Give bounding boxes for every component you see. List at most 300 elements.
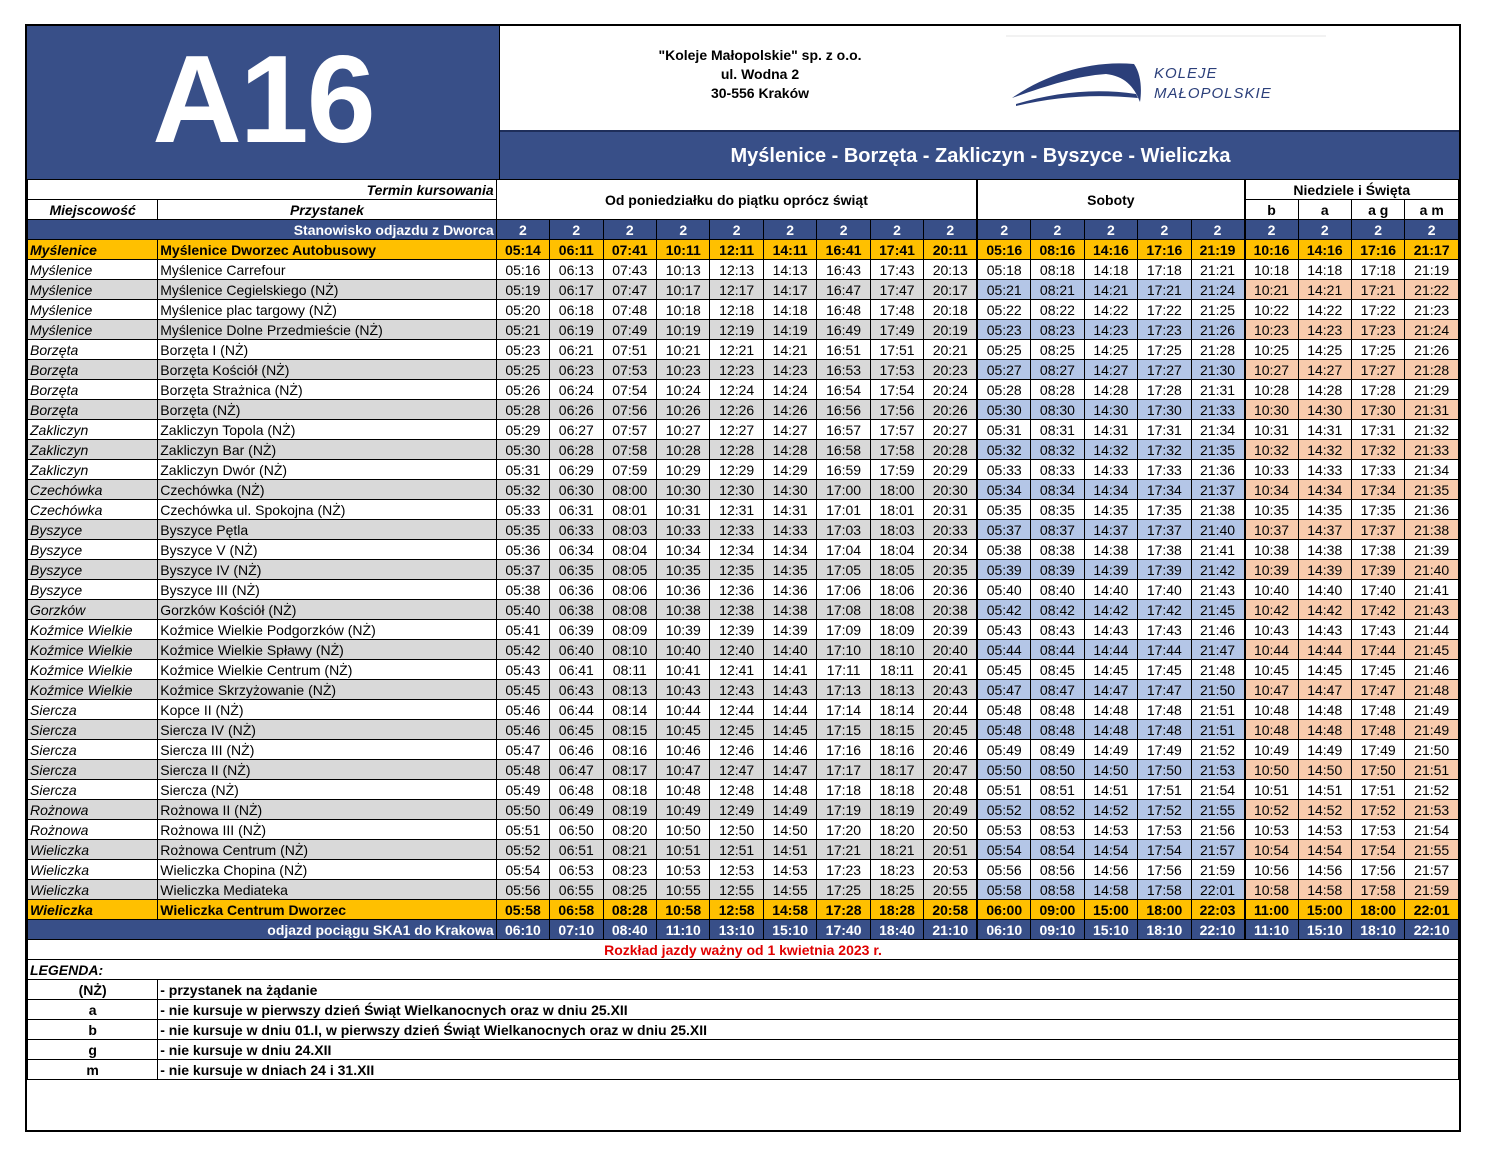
departure-time: 05:23 xyxy=(977,320,1030,340)
departure-time: 06:30 xyxy=(550,480,603,500)
departure-time: 17:43 xyxy=(870,260,923,280)
stop-row xyxy=(28,340,1459,360)
legend-item xyxy=(28,1060,1459,1080)
departure-time: 21:24 xyxy=(1405,320,1459,340)
validity-notice: Rozkład jazdy ważny od 1 kwietnia 2023 r. xyxy=(28,940,1459,960)
town-name: Zakliczyn xyxy=(28,440,158,460)
departure-time: 14:30 xyxy=(1084,400,1137,420)
departure-time: 12:18 xyxy=(710,300,763,320)
town-name: Koźmice Wielkie xyxy=(28,640,158,660)
departure-time: 10:39 xyxy=(657,620,710,640)
departure-time: 14:47 xyxy=(1298,680,1351,700)
departure-time: 05:41 xyxy=(496,620,549,640)
departure-time: 08:13 xyxy=(603,680,656,700)
stop-name: Zakliczyn Dwór (NŻ) xyxy=(158,460,496,480)
stand-value: 2 xyxy=(550,220,603,240)
departure-time: 17:41 xyxy=(870,240,923,260)
departure-time: 08:18 xyxy=(603,780,656,800)
stop-row xyxy=(28,560,1459,580)
departure-time: 10:22 xyxy=(1245,300,1298,320)
departure-time: 20:53 xyxy=(924,860,977,880)
town-name: Myślenice xyxy=(28,260,158,280)
town-name: Byszyce xyxy=(28,540,158,560)
stand-value: 2 xyxy=(1191,220,1244,240)
departure-time: 21:46 xyxy=(1191,620,1244,640)
departure-time: 08:16 xyxy=(1031,240,1084,260)
departure-time: 14:22 xyxy=(1084,300,1137,320)
departure-time: 17:25 xyxy=(817,880,870,900)
departure-time: 14:42 xyxy=(1084,600,1137,620)
departure-time: 20:43 xyxy=(924,680,977,700)
departure-time: 05:35 xyxy=(496,520,549,540)
departure-time: 05:21 xyxy=(977,280,1030,300)
departure-time: 18:04 xyxy=(870,540,923,560)
departure-time: 21:21 xyxy=(1191,260,1244,280)
departure-time: 17:09 xyxy=(817,620,870,640)
departure-time: 10:49 xyxy=(657,800,710,820)
departure-time: 17:28 xyxy=(1351,380,1404,400)
stop-row xyxy=(28,660,1459,680)
departure-time: 08:16 xyxy=(603,740,656,760)
departure-time: 14:18 xyxy=(763,300,816,320)
departure-time: 17:49 xyxy=(870,320,923,340)
departure-time: 14:27 xyxy=(1084,360,1137,380)
stop-row xyxy=(28,840,1459,860)
stop-row xyxy=(28,600,1459,620)
departure-time: 12:39 xyxy=(710,620,763,640)
departure-time: 06:11 xyxy=(550,240,603,260)
departure-time: 20:36 xyxy=(924,580,977,600)
departure-time: 20:28 xyxy=(924,440,977,460)
departure-time: 10:54 xyxy=(1245,840,1298,860)
town-name: Myślenice xyxy=(28,240,158,260)
departure-time: 06:21 xyxy=(550,340,603,360)
departure-time: 14:42 xyxy=(1298,600,1351,620)
departure-time: 21:53 xyxy=(1191,760,1244,780)
departure-time: 05:47 xyxy=(496,740,549,760)
train-departure-time: 15:10 xyxy=(763,920,816,940)
departure-time: 10:49 xyxy=(1245,740,1298,760)
departure-time: 18:00 xyxy=(1138,900,1191,920)
stop-column-header: Przystanek xyxy=(158,200,496,220)
train-label: odjazd pociągu SKA1 do Krakowa xyxy=(28,920,497,940)
departure-time: 20:38 xyxy=(924,600,977,620)
departure-time: 14:35 xyxy=(1084,500,1137,520)
stop-name: Myślenice Dworzec Autobusowy xyxy=(158,240,496,260)
train-departure-time: 22:10 xyxy=(1191,920,1244,940)
departure-time: 17:47 xyxy=(870,280,923,300)
departure-time: 18:19 xyxy=(870,800,923,820)
departure-time: 21:45 xyxy=(1191,600,1244,620)
train-departure-time: 15:10 xyxy=(1298,920,1351,940)
departure-time: 14:21 xyxy=(1298,280,1351,300)
departure-time: 17:56 xyxy=(870,400,923,420)
departure-time: 21:36 xyxy=(1405,500,1459,520)
departure-time: 05:58 xyxy=(977,880,1030,900)
legend-symbol: m xyxy=(28,1060,158,1080)
departure-time: 18:20 xyxy=(870,820,923,840)
stop-row xyxy=(28,620,1459,640)
departure-time: 08:48 xyxy=(1031,720,1084,740)
departure-time: 14:54 xyxy=(1298,840,1351,860)
departure-time: 10:21 xyxy=(1245,280,1298,300)
departure-time: 20:41 xyxy=(924,660,977,680)
legend-title: LEGENDA: xyxy=(28,960,1459,980)
departure-time: 12:45 xyxy=(710,720,763,740)
departure-time: 20:27 xyxy=(924,420,977,440)
stop-row xyxy=(28,740,1459,760)
legend-symbol: (NŻ) xyxy=(28,980,158,1000)
departure-time: 17:48 xyxy=(1351,720,1404,740)
stop-name: Byszyce Pętla xyxy=(158,520,496,540)
departure-time: 17:42 xyxy=(1138,600,1191,620)
departure-time: 17:42 xyxy=(1351,600,1404,620)
departure-time: 20:51 xyxy=(924,840,977,860)
departure-time: 06:29 xyxy=(550,460,603,480)
train-departure-time: 07:10 xyxy=(550,920,603,940)
departure-time: 08:44 xyxy=(1031,640,1084,660)
stop-name: Gorzków Kościół (NŻ) xyxy=(158,600,496,620)
departure-time: 14:33 xyxy=(763,520,816,540)
town-name: Rożnowa xyxy=(28,820,158,840)
departure-time: 12:46 xyxy=(710,740,763,760)
departure-time: 21:32 xyxy=(1405,420,1459,440)
departure-time: 14:29 xyxy=(763,460,816,480)
departure-time: 10:34 xyxy=(1245,480,1298,500)
departure-time: 14:23 xyxy=(1084,320,1137,340)
departure-time: 20:48 xyxy=(924,780,977,800)
departure-time: 10:28 xyxy=(657,440,710,460)
stand-row xyxy=(28,220,1459,240)
departure-time: 10:40 xyxy=(1245,580,1298,600)
departure-time: 21:40 xyxy=(1191,520,1244,540)
departure-time: 21:28 xyxy=(1191,340,1244,360)
stand-value: 2 xyxy=(1351,220,1404,240)
departure-time: 14:25 xyxy=(1298,340,1351,360)
departure-time: 21:45 xyxy=(1405,640,1459,660)
departure-time: 14:53 xyxy=(763,860,816,880)
departure-time: 05:43 xyxy=(977,620,1030,640)
departure-time: 14:18 xyxy=(1084,260,1137,280)
departure-time: 06:26 xyxy=(550,400,603,420)
departure-time: 14:39 xyxy=(763,620,816,640)
departure-time: 05:54 xyxy=(977,840,1030,860)
departure-time: 17:51 xyxy=(870,340,923,360)
departure-time: 14:56 xyxy=(1298,860,1351,880)
departure-time: 12:19 xyxy=(710,320,763,340)
sunday-group-header: Niedziele i Święta xyxy=(1245,180,1459,200)
departure-time: 17:40 xyxy=(1351,580,1404,600)
departure-time: 17:32 xyxy=(1138,440,1191,460)
departure-time: 05:27 xyxy=(977,360,1030,380)
route-name: Myślenice - Borzęta - Zakliczyn - Byszyce - Wieliczka xyxy=(500,130,1461,179)
departure-time: 07:58 xyxy=(603,440,656,460)
departure-time: 10:25 xyxy=(1245,340,1298,360)
departure-time: 17:54 xyxy=(1351,840,1404,860)
logo-line1: KOLEJE xyxy=(1154,65,1218,82)
departure-time: 14:48 xyxy=(1084,720,1137,740)
departure-time: 06:51 xyxy=(550,840,603,860)
departure-time: 21:43 xyxy=(1191,580,1244,600)
legend-text: - nie kursuje w pierwszy dzień Świąt Wielkanocnych oraz w dniu 25.XII xyxy=(158,1000,1459,1020)
departure-time: 08:47 xyxy=(1031,680,1084,700)
departure-time: 08:38 xyxy=(1031,540,1084,560)
departure-time: 14:28 xyxy=(1298,380,1351,400)
departure-time: 21:39 xyxy=(1405,540,1459,560)
departure-time: 14:27 xyxy=(763,420,816,440)
departure-time: 08:56 xyxy=(1031,860,1084,880)
departure-time: 21:57 xyxy=(1405,860,1459,880)
departure-time: 10:34 xyxy=(657,540,710,560)
departure-time: 14:45 xyxy=(1084,660,1137,680)
departure-time: 22:01 xyxy=(1405,900,1459,920)
departure-time: 14:19 xyxy=(763,320,816,340)
departure-time: 14:31 xyxy=(1084,420,1137,440)
departure-time: 05:56 xyxy=(496,880,549,900)
departure-time: 12:51 xyxy=(710,840,763,860)
departure-time: 10:53 xyxy=(657,860,710,880)
departure-time: 10:27 xyxy=(1245,360,1298,380)
departure-time: 05:37 xyxy=(496,560,549,580)
departure-time: 14:23 xyxy=(763,360,816,380)
stand-value: 2 xyxy=(496,220,549,240)
departure-time: 10:46 xyxy=(657,740,710,760)
departure-time: 18:05 xyxy=(870,560,923,580)
departure-time: 05:44 xyxy=(977,640,1030,660)
departure-time: 17:35 xyxy=(1138,500,1191,520)
departure-time: 07:47 xyxy=(603,280,656,300)
departure-time: 17:53 xyxy=(870,360,923,380)
departure-time: 12:21 xyxy=(710,340,763,360)
departure-time: 15:00 xyxy=(1298,900,1351,920)
departure-time: 10:48 xyxy=(1245,700,1298,720)
stop-row xyxy=(28,580,1459,600)
departure-time: 20:13 xyxy=(924,260,977,280)
departure-time: 18:09 xyxy=(870,620,923,640)
departure-time: 17:22 xyxy=(1138,300,1191,320)
stop-row xyxy=(28,720,1459,740)
departure-time: 05:54 xyxy=(496,860,549,880)
departure-time: 17:58 xyxy=(1138,880,1191,900)
departure-time: 17:37 xyxy=(1351,520,1404,540)
stop-name: Myślenice plac targowy (NŻ) xyxy=(158,300,496,320)
departure-time: 16:58 xyxy=(817,440,870,460)
departure-time: 10:27 xyxy=(657,420,710,440)
train-departure-time: 21:10 xyxy=(924,920,977,940)
departure-time: 05:30 xyxy=(496,440,549,460)
saturday-group-header: Soboty xyxy=(977,180,1244,220)
departure-time: 16:51 xyxy=(817,340,870,360)
departure-time: 10:43 xyxy=(657,680,710,700)
stop-name: Myślenice Carrefour xyxy=(158,260,496,280)
departure-time: 14:17 xyxy=(763,280,816,300)
stop-name: Koźmice Wielkie Centrum (NŻ) xyxy=(158,660,496,680)
departure-time: 18:15 xyxy=(870,720,923,740)
town-name: Byszyce xyxy=(28,580,158,600)
departure-time: 14:40 xyxy=(1084,580,1137,600)
departure-time: 17:20 xyxy=(817,820,870,840)
departure-time: 05:42 xyxy=(977,600,1030,620)
departure-time: 17:32 xyxy=(1351,440,1404,460)
departure-time: 14:33 xyxy=(1084,460,1137,480)
stop-row xyxy=(28,260,1459,280)
departure-time: 14:13 xyxy=(763,260,816,280)
departure-time: 12:38 xyxy=(710,600,763,620)
departure-time: 17:49 xyxy=(1138,740,1191,760)
departure-time: 08:28 xyxy=(1031,380,1084,400)
departure-time: 18:06 xyxy=(870,580,923,600)
departure-time: 14:49 xyxy=(763,800,816,820)
validity-row xyxy=(28,940,1459,960)
train-departure-time: 06:10 xyxy=(977,920,1030,940)
departure-time: 17:35 xyxy=(1351,500,1404,520)
departure-time: 17:11 xyxy=(817,660,870,680)
departure-time: 08:42 xyxy=(1031,600,1084,620)
legend-text: - przystanek na żądanie xyxy=(158,980,1459,1000)
town-name: Myślenice xyxy=(28,300,158,320)
town-name: Zakliczyn xyxy=(28,420,158,440)
legend-symbol: b xyxy=(28,1020,158,1040)
departure-time: 06:41 xyxy=(550,660,603,680)
departure-time: 21:41 xyxy=(1191,540,1244,560)
departure-time: 05:36 xyxy=(496,540,549,560)
departure-time: 14:48 xyxy=(763,780,816,800)
departure-time: 21:29 xyxy=(1405,380,1459,400)
legend-item xyxy=(28,1000,1459,1020)
departure-time: 05:42 xyxy=(496,640,549,660)
departure-time: 14:44 xyxy=(1084,640,1137,660)
departure-time: 17:31 xyxy=(1351,420,1404,440)
departure-time: 05:48 xyxy=(496,760,549,780)
departure-time: 05:46 xyxy=(496,700,549,720)
departure-time: 21:23 xyxy=(1405,300,1459,320)
departure-time: 21:57 xyxy=(1191,840,1244,860)
departure-time: 17:28 xyxy=(1138,380,1191,400)
departure-time: 17:47 xyxy=(1351,680,1404,700)
departure-time: 10:23 xyxy=(1245,320,1298,340)
departure-time: 08:37 xyxy=(1031,520,1084,540)
departure-time: 10:51 xyxy=(657,840,710,860)
departure-time: 12:47 xyxy=(710,760,763,780)
town-name: Siercza xyxy=(28,740,158,760)
departure-time: 06:35 xyxy=(550,560,603,580)
departure-time: 17:34 xyxy=(1138,480,1191,500)
departure-time: 17:58 xyxy=(870,440,923,460)
departure-time: 06:39 xyxy=(550,620,603,640)
stop-row xyxy=(28,440,1459,460)
stop-name: Byszyce III (NŻ) xyxy=(158,580,496,600)
departure-time: 10:35 xyxy=(1245,500,1298,520)
departure-time: 10:55 xyxy=(657,880,710,900)
departure-time: 10:51 xyxy=(1245,780,1298,800)
departure-time: 17:04 xyxy=(817,540,870,560)
company-city: 30-556 Kraków xyxy=(710,85,810,101)
town-name: Byszyce xyxy=(28,560,158,580)
company-name: "Koleje Małopolskie" sp. z o.o. xyxy=(658,47,862,63)
stop-row xyxy=(28,640,1459,660)
departure-time: 14:56 xyxy=(1084,860,1137,880)
departure-time: 21:30 xyxy=(1191,360,1244,380)
departure-time: 05:34 xyxy=(977,480,1030,500)
departure-time: 21:55 xyxy=(1191,800,1244,820)
departure-time: 15:00 xyxy=(1084,900,1137,920)
departure-time: 17:34 xyxy=(1351,480,1404,500)
departure-time: 08:34 xyxy=(1031,480,1084,500)
stand-value: 2 xyxy=(1031,220,1084,240)
departure-time: 14:11 xyxy=(763,240,816,260)
departure-time: 05:40 xyxy=(977,580,1030,600)
departure-time: 17:16 xyxy=(1138,240,1191,260)
departure-time: 17:38 xyxy=(1138,540,1191,560)
departure-time: 20:21 xyxy=(924,340,977,360)
town-name: Siercza xyxy=(28,720,158,740)
departure-time: 05:31 xyxy=(496,460,549,480)
departure-time: 17:18 xyxy=(817,780,870,800)
departure-time: 05:45 xyxy=(977,660,1030,680)
stop-name: Siercza IV (NŻ) xyxy=(158,720,496,740)
departure-time: 08:14 xyxy=(603,700,656,720)
departure-time: 14:51 xyxy=(763,840,816,860)
departure-time: 17:54 xyxy=(1138,840,1191,860)
train-departure-time: 22:10 xyxy=(1405,920,1459,940)
departure-time: 08:40 xyxy=(1031,580,1084,600)
departure-time: 22:03 xyxy=(1191,900,1244,920)
departure-time: 10:23 xyxy=(657,360,710,380)
departure-time: 17:51 xyxy=(1138,780,1191,800)
stop-row xyxy=(28,800,1459,820)
departure-time: 05:19 xyxy=(496,280,549,300)
departure-time: 08:49 xyxy=(1031,740,1084,760)
departure-time: 10:38 xyxy=(1245,540,1298,560)
departure-time: 08:20 xyxy=(603,820,656,840)
departure-time: 06:19 xyxy=(550,320,603,340)
stop-row xyxy=(28,880,1459,900)
departure-time: 07:56 xyxy=(603,400,656,420)
departure-time: 10:38 xyxy=(657,600,710,620)
departure-time: 12:24 xyxy=(710,380,763,400)
departure-time: 18:18 xyxy=(870,780,923,800)
departure-time: 14:22 xyxy=(1298,300,1351,320)
train-departure-time: 18:10 xyxy=(1138,920,1191,940)
stop-name: Koźmice Wielkie Podgorzków (NŻ) xyxy=(158,620,496,640)
departure-time: 14:21 xyxy=(1084,280,1137,300)
departure-time: 12:29 xyxy=(710,460,763,480)
departure-time: 14:27 xyxy=(1298,360,1351,380)
departure-time: 14:18 xyxy=(1298,260,1351,280)
departure-time: 17:06 xyxy=(817,580,870,600)
departure-time: 10:53 xyxy=(1245,820,1298,840)
departure-time: 17:16 xyxy=(1351,240,1404,260)
departure-time: 14:16 xyxy=(1298,240,1351,260)
departure-time: 20:35 xyxy=(924,560,977,580)
departure-time: 21:51 xyxy=(1191,720,1244,740)
train-departure-time: 18:40 xyxy=(870,920,923,940)
town-name: Borzęta xyxy=(28,380,158,400)
departure-time: 17:18 xyxy=(1351,260,1404,280)
departure-time: 17:16 xyxy=(817,740,870,760)
departure-time: 05:40 xyxy=(496,600,549,620)
train-connection-row xyxy=(28,920,1459,940)
departure-time: 14:31 xyxy=(763,500,816,520)
departure-time: 05:33 xyxy=(977,460,1030,480)
departure-time: 14:26 xyxy=(763,400,816,420)
departure-time: 17:25 xyxy=(1351,340,1404,360)
departure-time: 05:48 xyxy=(977,720,1030,740)
departure-time: 21:42 xyxy=(1191,560,1244,580)
departure-time: 17:37 xyxy=(1138,520,1191,540)
departure-time: 21:35 xyxy=(1405,480,1459,500)
stop-name: Byszyce V (NŻ) xyxy=(158,540,496,560)
